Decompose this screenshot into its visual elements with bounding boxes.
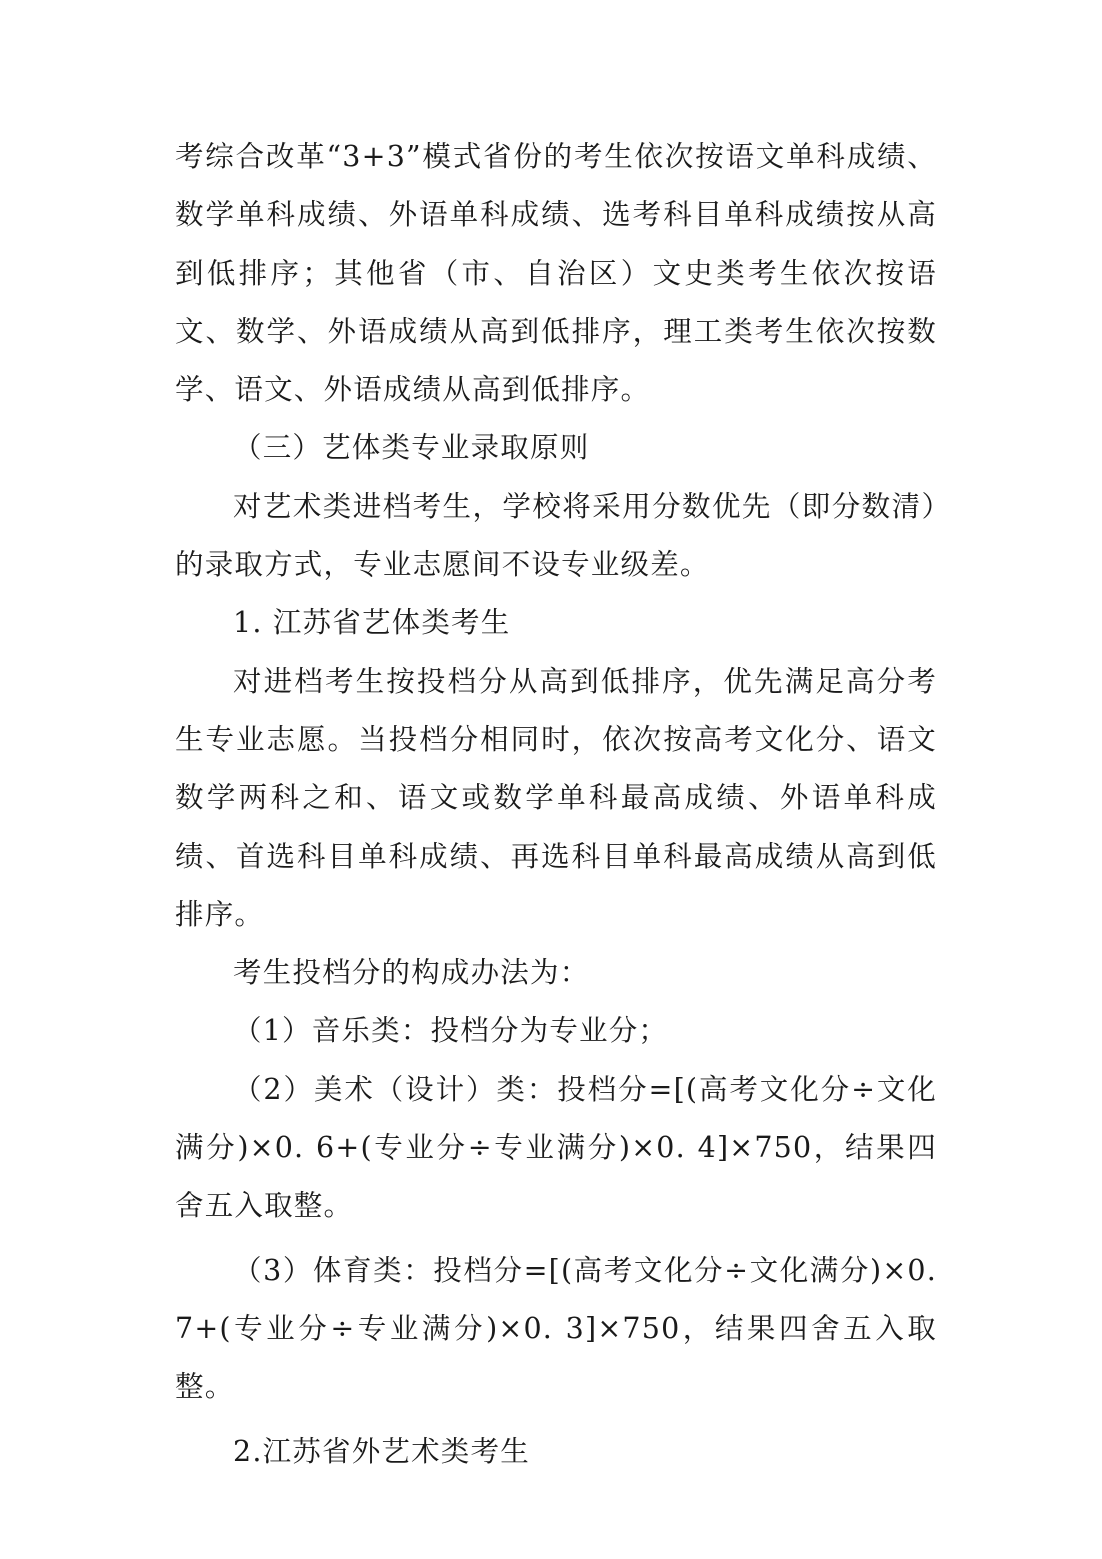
paragraph-score-priority: 对艺术类进档考生，学校将采用分数优先（即分数清）的录取方式，专业志愿间不设专业级差。 bbox=[175, 489, 937, 582]
subheading-jiangsu-candidates: 1. 江苏省艺体类考生 bbox=[233, 606, 511, 640]
paragraph-score-composition: 考生投档分的构成办法为： bbox=[233, 956, 590, 990]
subheading-outside-jiangsu: 2.江苏省外艺术类考生 bbox=[233, 1434, 530, 1468]
paragraph-jiangsu-ranking: 对进档考生按投档分从高到低排序，优先满足高分考生专业志愿。当投档分相同时，依次按高考文化分、语文数学两科之和、语文或数学单科最高成绩、外语单科成绩、首选科目单科成绩、再选科目单科最高成绩从高到低排序。 bbox=[175, 664, 937, 931]
paragraph-tiebreak-rules: 考综合改革“3+3”模式省份的考生依次按语文单科成绩、数学单科成绩、外语单科成绩、选考科目单科成绩按从高到低排序；其他省（市、自治区）文史类考生依次按语文、数学、外语成绩从高到低排序，理工类考生依次按数学、语文、外语成绩从高到低排序。 bbox=[175, 140, 937, 407]
item-fine-arts: （2）美术（设计）类：投档分=[(高考文化分÷文化满分)×0. 6+(专业分÷专业满分)×0. 4]×750，结果四舍五入取整。 bbox=[175, 1072, 937, 1223]
item-sports: （3）体育类：投档分=[(高考文化分÷文化满分)×0. 7+(专业分÷专业满分)×0. 3]×750，结果四舍五入取整。 bbox=[175, 1253, 937, 1404]
document-body bbox=[175, 128, 937, 1481]
item-music: （1）音乐类：投档分为专业分； bbox=[233, 1014, 669, 1048]
section-heading-art-sports: （三）艺体类专业录取原则 bbox=[233, 431, 590, 465]
